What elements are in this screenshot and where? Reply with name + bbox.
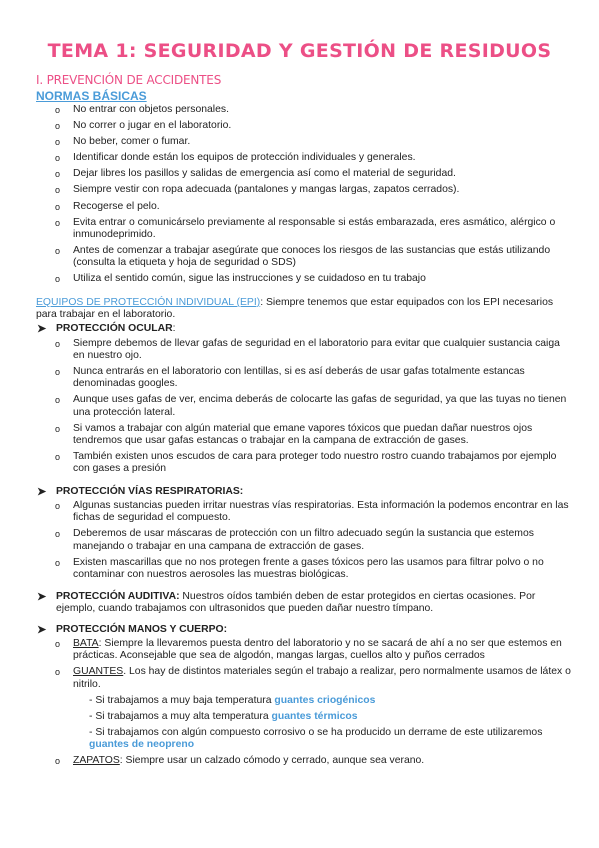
list-item: o Algunas sustancias pueden irritar nuestras vías respiratorias. Esta información la podemos encontrar en las fichas de seguridad el compuesto. bbox=[55, 499, 569, 524]
bullet-marker: o bbox=[55, 367, 61, 378]
arrow-bullet-icon: ➤ bbox=[37, 623, 47, 636]
list-item-bata: o BATA: Siempre la llevaremos puesta dentro del laboratorio y no se sacará de ahí a no ser que estemos en prácticas. Aconsejable que sea de algodón, mangas largas, cuellos alto y puños cerrados bbox=[55, 637, 562, 662]
list-item: o No beber, comer o fumar. bbox=[55, 136, 191, 148]
bullet-marker: o bbox=[55, 500, 61, 511]
bullet-marker: o bbox=[55, 756, 61, 767]
epi-text: : Siempre tenemos que estar equipados con los EPI necesarios para trabajar en el laboratorio. bbox=[36, 296, 554, 321]
bullet-marker: o bbox=[55, 452, 61, 463]
bullet-marker: o bbox=[55, 557, 61, 568]
bullet-marker: o bbox=[55, 185, 61, 196]
document-body bbox=[36, 104, 571, 771]
list-item: o Si vamos a trabajar con algún material que emane vapores tóxicos que puedan dañar nuestros ojos tendremos que usar gafas estancas o trabajar en la campana de extracción de gases. bbox=[55, 422, 533, 447]
manos-heading-row bbox=[36, 624, 571, 636]
arrow-bullet-icon: ➤ bbox=[37, 591, 47, 604]
list-item: o Siempre vestir con ropa adecuada (pantalones y mangas largas, zapatos cerrados). bbox=[55, 184, 460, 196]
bullet-marker: o bbox=[55, 246, 61, 257]
bullet-marker: o bbox=[55, 395, 61, 406]
bullet-marker: o bbox=[55, 201, 61, 212]
list-item-guantes: o GUANTES. Los hay de distintos materiales según el trabajo a realizar, pero normalmente usamos de látex o nitrilo. bbox=[55, 666, 571, 690]
list-item: o Existen mascarillas que no nos protegen frente a gases tóxicos pero las usamos para filtrar polvo o no contaminar con nuestros aerosoles las muestras biológicas. bbox=[55, 556, 544, 580]
list-item-zapatos: o ZAPATOS: Siempre usar un calzado cómodo y cerrado, aunque sea verano. bbox=[55, 755, 425, 767]
bullet-marker: o bbox=[55, 169, 61, 180]
guantes-type: - Si trabajamos a muy alta temperatura guantes térmicos bbox=[89, 710, 358, 722]
guantes-type: - Si trabajamos con algún compuesto corrosivo o se ha producido un derrame de este utilizaremos guantes de neopreno bbox=[89, 726, 543, 751]
manos-heading: PROTECCIÓN MANOS Y CUERPO: bbox=[56, 623, 228, 635]
respiratoria-heading: PROTECCIÓN VÍAS RESPIRATORIAS: bbox=[56, 485, 244, 497]
bullet-marker: o bbox=[55, 137, 61, 148]
auditiva-text: Nuestros oídos también deben de estar protegidos en ciertas ocasiones. Por ejemplo, cuando trabajamos con ultrasonidos que pueden dañar nuestro tímpano. bbox=[56, 591, 536, 615]
list-item: o Nunca entrarás en el laboratorio con lentillas, si es así deberás de usar gafas totalmente estancas denominadas googles. bbox=[55, 366, 525, 390]
arrow-bullet-icon: ➤ bbox=[37, 323, 47, 336]
list-item: o Siempre debemos de llevar gafas de seguridad en el laboratorio para evitar que cualquier sustancia caiga en nuestro ojo. bbox=[55, 337, 560, 361]
list-item: o No entrar con objetos personales. bbox=[55, 104, 229, 115]
list-item: o Aunque uses gafas de ver, encima deberás de colocarte las gafas de seguridad, ya que las tuyas no tienen una protección lateral. bbox=[55, 394, 567, 418]
list-item: o Evita entrar o comunicárselo previamente al responsable si estás embarazada, eres asmático, alérgico o inmunodeprimido. bbox=[55, 216, 556, 240]
list-item: o También existen unos escudos de cara para proteger todo nuestro rostro cuando trabajamos por ejemplo con gases a presión bbox=[55, 451, 557, 475]
ocular-heading: PROTECCIÓN OCULAR bbox=[56, 323, 173, 335]
auditiva-heading: PROTECCIÓN AUDITIVA: bbox=[56, 591, 180, 603]
list-item: o Identificar donde están los equipos de protección individuales y generales. bbox=[55, 152, 416, 164]
epi-heading: EQUIPOS DE PROTECCIÓN INDIVIDUAL (EPI) bbox=[36, 296, 261, 308]
auditiva-row bbox=[36, 591, 571, 616]
bullet-marker: o bbox=[55, 667, 61, 678]
subsection-heading: NORMAS BÁSICAS bbox=[36, 89, 147, 103]
normas-list bbox=[36, 104, 571, 286]
bullet-marker: o bbox=[55, 105, 61, 115]
list-item: o No correr o jugar en el laboratorio. bbox=[55, 120, 232, 132]
section-heading: I. PREVENCIÓN DE ACCIDENTES bbox=[36, 73, 222, 87]
guantes-type: - Si trabajamos a muy baja temperatura guantes criogénicos bbox=[89, 694, 376, 706]
bullet-marker: o bbox=[55, 121, 61, 132]
bullet-marker: o bbox=[55, 153, 61, 164]
list-item: o Recogerse el pelo. bbox=[55, 200, 160, 212]
bullet-marker: o bbox=[55, 217, 61, 228]
bullet-marker: o bbox=[55, 529, 61, 540]
bullet-marker: o bbox=[55, 638, 61, 649]
bullet-marker: o bbox=[55, 423, 61, 434]
list-item: o Antes de comenzar a trabajar asegúrate que conoces los riesgos de las sustancias que estás utilizando (consulta la etiqueta y hoja de seguridad o SDS) bbox=[55, 245, 551, 269]
epi-intro bbox=[36, 297, 571, 322]
document-title: TEMA 1: SEGURIDAD Y GESTIÓN DE RESIDUOS bbox=[47, 40, 552, 62]
respiratoria-heading-row bbox=[36, 486, 571, 498]
list-item: o Utiliza el sentido común, sigue las instrucciones y se cuidadoso en tu trabajo bbox=[55, 273, 426, 285]
bullet-marker: o bbox=[55, 274, 61, 285]
list-item: o Dejar libres los pasillos y salidas de emergencia así como el material de seguridad. bbox=[55, 168, 456, 180]
bullet-marker: o bbox=[55, 338, 61, 349]
ocular-heading-row: ➤ PROTECCIÓN OCULAR: bbox=[37, 323, 176, 336]
list-item: o Deberemos de usar máscaras de protección con un filtro adecuado según la sustancia que estemos manejando o trabajar en una campana de extracción de gases. bbox=[55, 528, 534, 552]
arrow-bullet-icon: ➤ bbox=[37, 485, 47, 498]
